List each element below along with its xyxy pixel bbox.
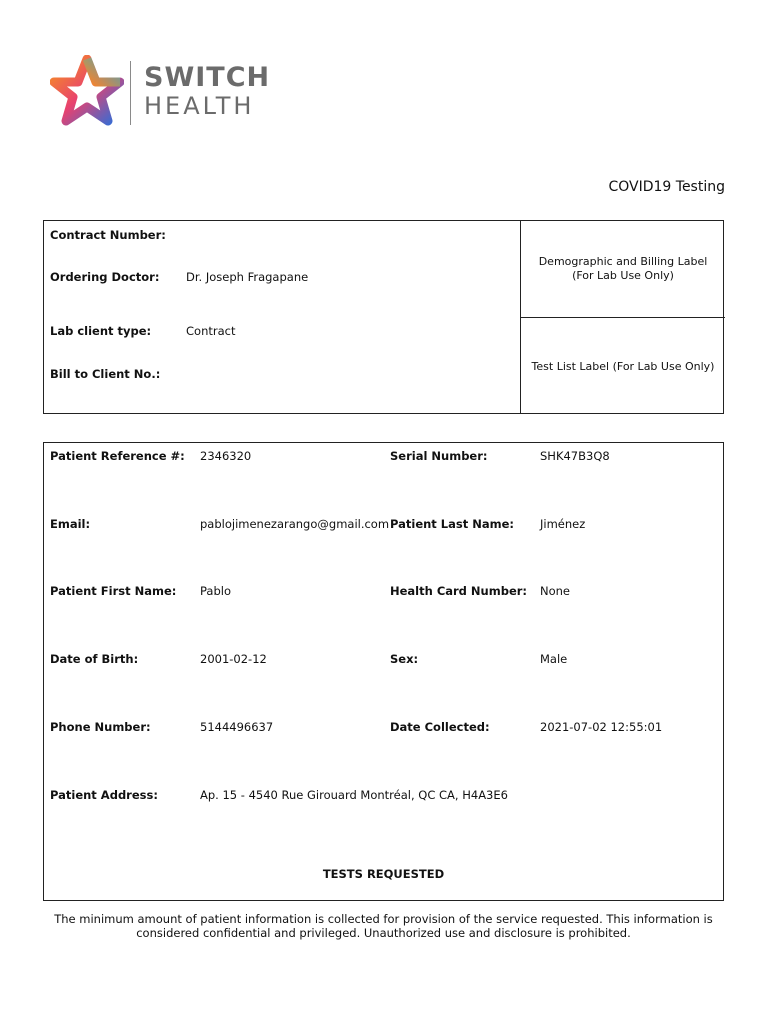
logo-divider bbox=[130, 61, 131, 125]
privacy-notice bbox=[43, 912, 724, 940]
patient-reference-value: 2346320 bbox=[200, 449, 252, 463]
date-collected-value: 2021-07-02 12:55:01 bbox=[540, 720, 663, 734]
health-card-number-value: None bbox=[540, 584, 571, 598]
brand-name-line2: HEALTH bbox=[144, 92, 255, 120]
health-card-number-label: Health Card Number: bbox=[390, 584, 528, 598]
sex-value: Male bbox=[540, 652, 568, 666]
bill-to-client-label: Bill to Client No.: bbox=[50, 367, 161, 381]
lab-client-type-value: Contract bbox=[186, 324, 236, 338]
lab-client-type-label: Lab client type: bbox=[50, 324, 152, 338]
serial-number-label: Serial Number: bbox=[390, 449, 488, 463]
test-list-label-text: Test List Label (For Lab Use Only) bbox=[531, 359, 715, 373]
patient-last-name-value: Jiménez bbox=[540, 517, 586, 531]
switch-health-logo bbox=[50, 55, 280, 130]
date-of-birth-label: Date of Birth: bbox=[50, 652, 139, 666]
patient-first-name-label: Patient First Name: bbox=[50, 584, 177, 598]
contract-number-label: Contract Number: bbox=[50, 228, 166, 242]
ordering-doctor-value: Dr. Joseph Fragapane bbox=[186, 270, 309, 284]
phone-number-value: 5144496637 bbox=[200, 720, 274, 734]
ordering-doctor-label: Ordering Doctor: bbox=[50, 270, 160, 284]
tests-requested-heading: TESTS REQUESTED bbox=[322, 867, 445, 881]
star-logo-icon bbox=[50, 55, 124, 127]
patient-address-label: Patient Address: bbox=[50, 788, 158, 802]
patient-info-box bbox=[43, 442, 724, 901]
demographic-billing-label-cell bbox=[521, 220, 725, 318]
lab-info-box bbox=[43, 220, 724, 414]
email-value: pablojimenezarango@gmail.com bbox=[200, 517, 390, 531]
demographic-label-line2: (For Lab Use Only) bbox=[572, 268, 674, 282]
test-list-label-cell bbox=[521, 318, 725, 414]
privacy-notice-line2: considered confidential and privileged. Unauthorized use and disclosure is prohibited. bbox=[136, 926, 631, 940]
date-collected-label: Date Collected: bbox=[390, 720, 490, 734]
brand-name-line1: SWITCH bbox=[144, 62, 271, 93]
date-of-birth-value: 2001-02-12 bbox=[200, 652, 267, 666]
email-label: Email: bbox=[50, 517, 91, 531]
patient-last-name-label: Patient Last Name: bbox=[390, 517, 515, 531]
patient-first-name-value: Pablo bbox=[200, 584, 231, 598]
patient-reference-label: Patient Reference #: bbox=[50, 449, 185, 463]
sex-label: Sex: bbox=[390, 652, 419, 666]
document-title: COVID19 Testing bbox=[608, 179, 725, 195]
patient-address-value: Ap. 15 - 4540 Rue Girouard Montréal, QC CA, H4A3E6 bbox=[200, 788, 508, 802]
demographic-label-line1: Demographic and Billing Label bbox=[538, 254, 708, 268]
lab-use-labels-column bbox=[520, 220, 725, 414]
phone-number-label: Phone Number: bbox=[50, 720, 151, 734]
serial-number-value: SHK47B3Q8 bbox=[540, 449, 610, 463]
privacy-notice-line1: The minimum amount of patient information is collected for provision of the service requested. This information is bbox=[54, 912, 713, 926]
